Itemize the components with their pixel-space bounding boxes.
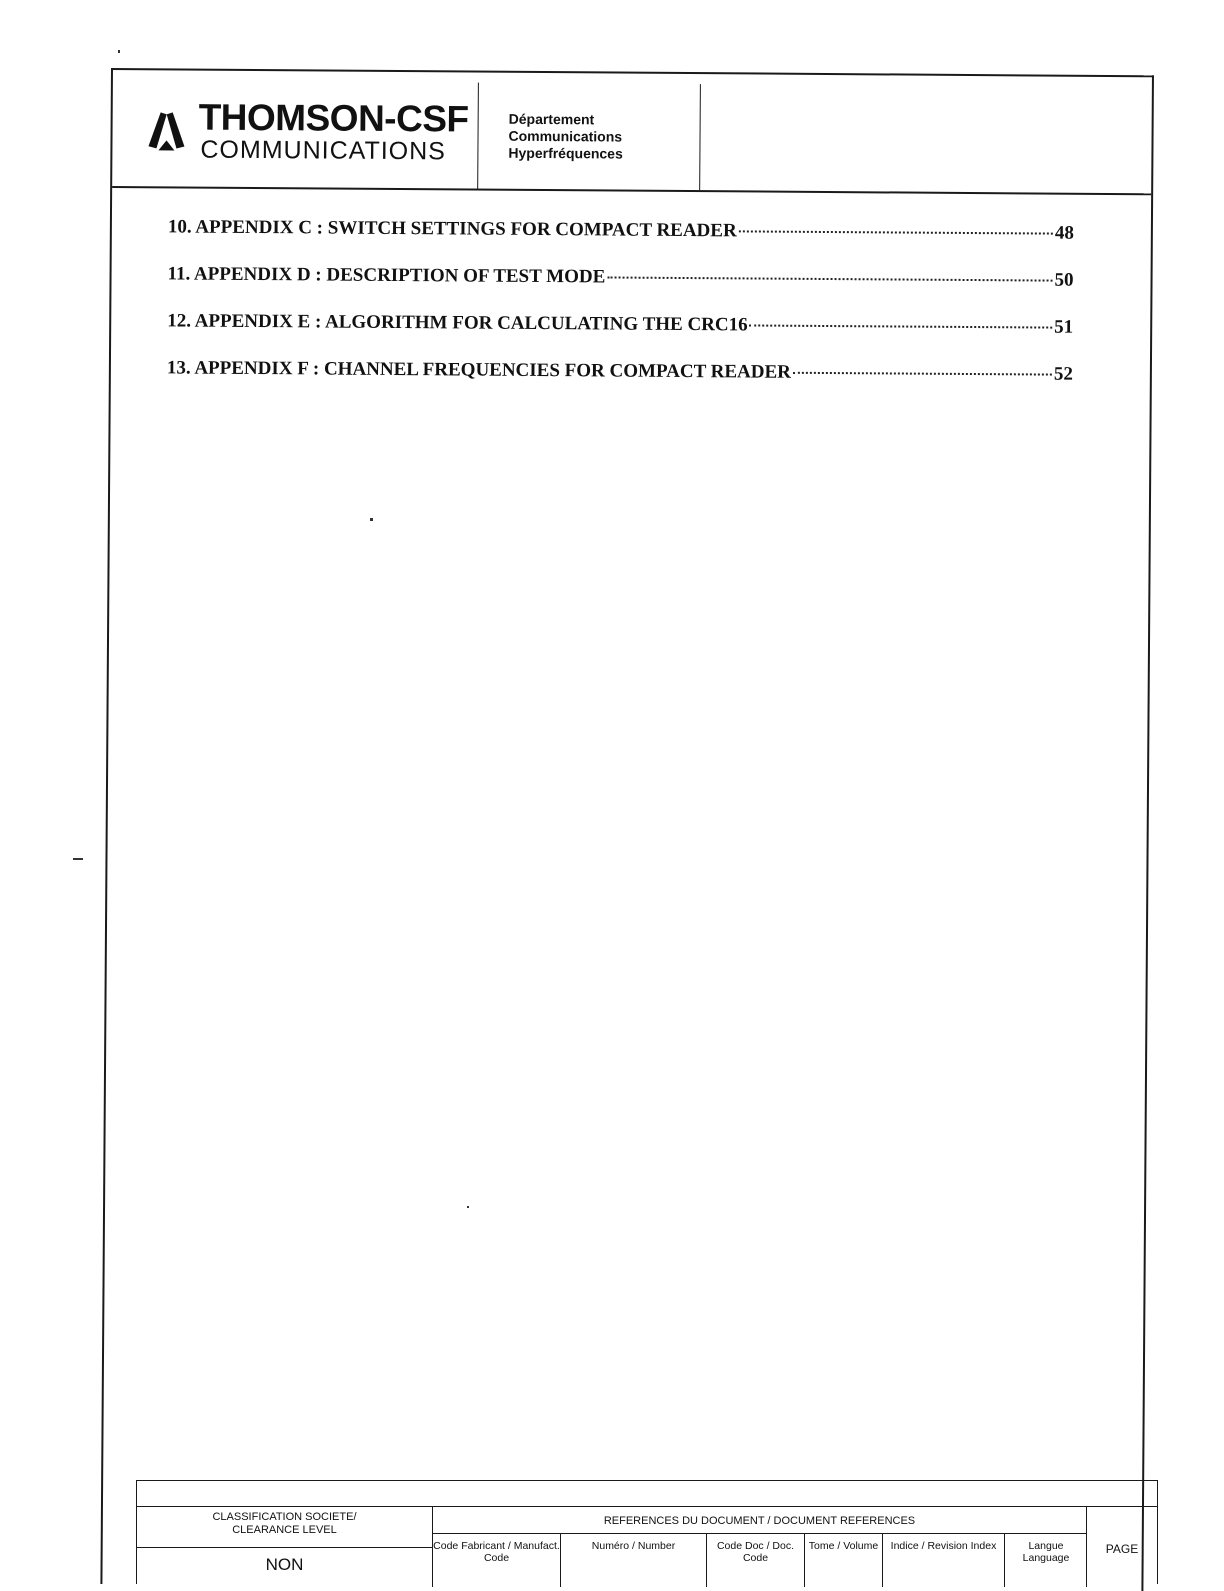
- toc-dot-leader: [607, 276, 1052, 281]
- department-line: Hyperfréquences: [508, 144, 623, 162]
- toc-dot-leader: [739, 230, 1053, 234]
- footer-top-band: [137, 1481, 1157, 1507]
- department-line: Département: [508, 110, 595, 128]
- toc-entry-title: 10. APPENDIX C : SWITCH SETTINGS FOR COMPACT READER: [167, 216, 737, 242]
- toc-entry-page: 48: [1054, 222, 1074, 244]
- column-volume: Tome / Volume: [805, 1534, 883, 1587]
- column-doc-code: Code Doc / Doc. Code: [707, 1534, 805, 1587]
- toc-entry-title: 11. APPENDIX D : DESCRIPTION OF TEST MODE: [167, 263, 606, 288]
- toc-entry-page: 52: [1053, 363, 1073, 385]
- logo-block: [112, 80, 479, 189]
- toc-entry-title: 12. APPENDIX E : ALGORITHM FOR CALCULATING THE CRC16: [167, 310, 748, 336]
- classification-value: NON: [137, 1547, 433, 1587]
- table-of-contents: [167, 216, 1074, 410]
- toc-entry[interactable]: [167, 310, 1073, 363]
- scan-speck: [467, 1206, 469, 1208]
- references-title: REFERENCES DU DOCUMENT / DOCUMENT REFERENCES: [433, 1507, 1087, 1533]
- toc-entry-page: 51: [1054, 316, 1074, 338]
- document-page: [100, 68, 1154, 1591]
- toc-entry[interactable]: [167, 263, 1073, 316]
- references-columns: [433, 1533, 1087, 1587]
- toc-dot-leader: [793, 372, 1052, 376]
- thomson-logo-icon: [146, 106, 186, 154]
- column-revision-index: Indice / Revision Index: [883, 1534, 1005, 1587]
- department-line: Communications: [508, 127, 623, 145]
- column-language: Langue Language: [1022, 1540, 1070, 1564]
- document-reference-footer: [136, 1480, 1158, 1584]
- scan-speck: [370, 518, 373, 521]
- toc-entry[interactable]: [167, 357, 1073, 410]
- brand-subtitle: COMMUNICATIONS: [200, 135, 447, 166]
- classification-label-line: CLEARANCE LEVEL: [232, 1524, 337, 1536]
- brand-name: THOMSON-CSF: [198, 96, 469, 140]
- scan-speck: [73, 858, 83, 860]
- column-manufact-code: Code Fabricant / Manufact. Code: [433, 1534, 561, 1587]
- toc-dot-leader: [750, 324, 1053, 328]
- toc-entry-title: 13. APPENDIX F : CHANNEL FREQUENCIES FOR COMPACT READER: [166, 357, 792, 383]
- scan-speck: [118, 50, 120, 53]
- department-block: [478, 83, 701, 191]
- page-label: PAGE: [1105, 1542, 1139, 1556]
- toc-entry[interactable]: [168, 216, 1074, 269]
- toc-entry-page: 50: [1054, 269, 1074, 291]
- classification-label-line: CLASSIFICATION SOCIETE/: [212, 1511, 357, 1523]
- classification-label: [137, 1507, 433, 1547]
- column-number: Numéro / Number: [561, 1534, 707, 1587]
- page-header: [112, 80, 1152, 195]
